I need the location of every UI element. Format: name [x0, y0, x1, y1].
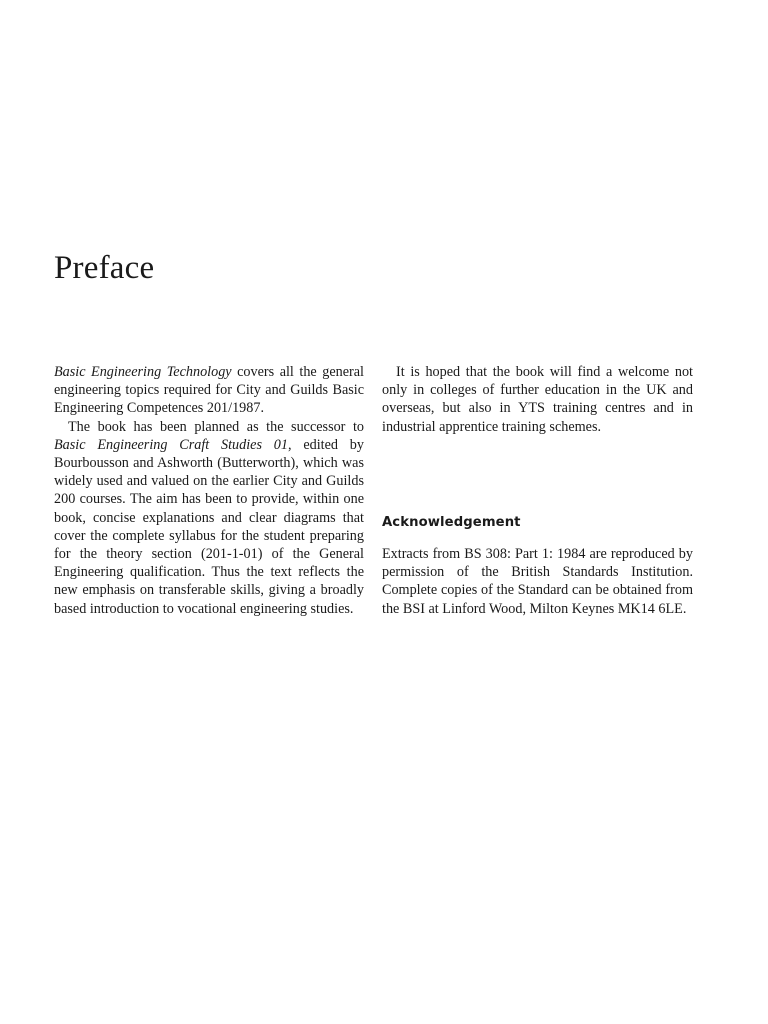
page-title: Preface — [54, 250, 155, 286]
right-column — [382, 363, 693, 436]
intro-paragraph-text: covers all the general engineering topics required for City and Guilds Basic Engineering Competences 201/1987. — [54, 364, 364, 417]
successor-paragraph-start: The book has been planned as the successor to — [68, 418, 364, 435]
welcome-paragraph: It is hoped that the book will find a welcome not only in colleges of further education in the UK and overseas, but also in YTS training centres and in industrial apprentice training schemes. — [382, 364, 693, 435]
book-title: Basic Engineering Technology — [54, 364, 232, 380]
predecessor-book-title: Basic Engineering Craft Studies 01 — [54, 436, 288, 453]
acknowledgement-section — [382, 545, 693, 618]
intro-paragraph — [54, 363, 364, 418]
acknowledgement-body: Extracts from BS 308: Part 1: 1984 are reproduced by permission of the British Standards Institution. Complete copies of the Standard can be obtained from the BSI at Linford Wood, Milton Keynes MK14 6LE. — [382, 546, 693, 617]
left-column — [54, 363, 364, 618]
acknowledgement-heading: Acknowledgement — [382, 515, 521, 530]
successor-paragraph — [54, 418, 364, 618]
successor-paragraph-text: , edited by Bourbousson and Ashworth (Butterworth), which was widely used and valued on the earlier City and Guilds 200 courses. The aim has been to provide, within one book, concise explanations and clear diagrams that cover the complete syllabus for the student preparing for the theory section (201-1-01) of the General Engineering qualification. Thus the text reflects the new emphasis on transferable skills, giving a broadly based introduction to vocational engineering studies. — [54, 436, 364, 617]
